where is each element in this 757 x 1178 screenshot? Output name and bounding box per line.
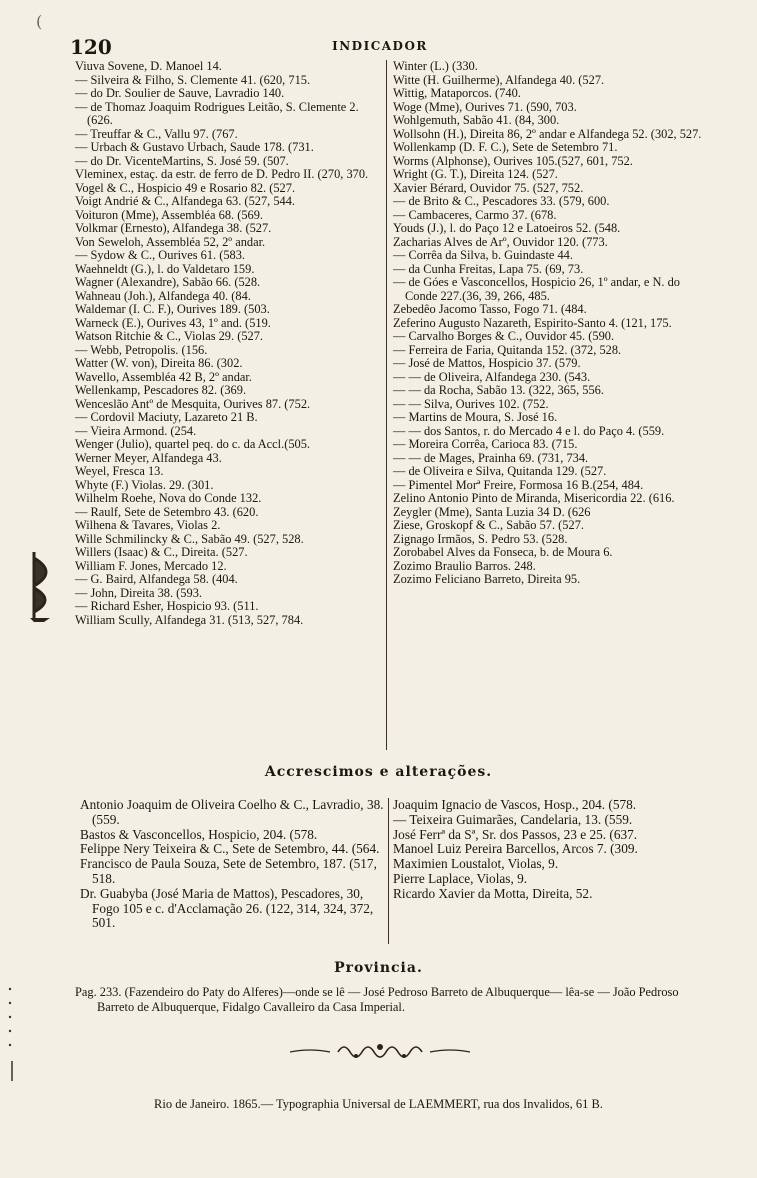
ship-stamp-icon xyxy=(28,548,64,624)
directory-entry: — Vieira Armond. (254. xyxy=(75,423,197,438)
directory-entry: — Silveira & Filho, S. Clemente 41. (620, 715. xyxy=(75,72,311,87)
directory-entry: — José de Mattos, Hospicio 37. (579. xyxy=(393,356,581,370)
directory-entry: Wellenkamp, Pescadores 82. (369. xyxy=(75,383,247,397)
directory-entry: — — Silva, Ourives 102. (752. xyxy=(393,396,549,411)
directory-entry: Viuva Sovene, D. Manoel 14. xyxy=(75,60,222,73)
directory-entry: — John, Direita 38. (593. xyxy=(75,585,202,600)
directory-entry: — do Dr. VicenteMartins, S. José 59. (507. xyxy=(75,153,289,168)
directory-entry: — Urbach & Gustavo Urbach, Saude 178. (731. xyxy=(75,140,314,154)
accrescimo-entry: Antonio Joaquim de Oliveira Coelho & C., Lavradio, 38. (559. xyxy=(80,798,384,827)
directory-entry: — do Dr. Soulier de Sauve, Lavradio 140. xyxy=(75,86,285,100)
accrescimos-right xyxy=(393,798,693,958)
directory-entry: Wright (G. T.), Direita 124. (527. xyxy=(393,167,558,181)
directory-entry: Zeygler (Mme), Santa Luzia 34 D. (626 xyxy=(393,504,591,519)
directory-entry: William F. Jones, Mercado 12. xyxy=(75,558,227,573)
directory-entry: Voigt Andrié & C., Alfandega 63. (527, 544. xyxy=(75,194,296,208)
directory-entry: — de Góes e Vasconcellos, Hospicio 26, 1º andar, e N. do Conde 227.(36, 39, 266, 485. xyxy=(393,275,681,303)
directory-entry: Zacharias Alves de Arº, Ouvidor 120. (773. xyxy=(393,234,608,249)
directory-entry: Woge (Mme), Ourives 71. (590, 703. xyxy=(393,99,577,114)
directory-entry: — — dos Santos, r. do Mercado 4 e l. do Paço 4. (559. xyxy=(393,423,665,438)
accrescimo-entry: Francisco de Paula Souza, Sete de Setembro, 187. (517, 518. xyxy=(80,856,377,886)
directory-entry: — Corrêa da Silva, b. Guindaste 44. xyxy=(393,248,573,262)
directory-entry: William Scully, Alfandega 31. (513, 527, 784. xyxy=(75,612,304,627)
directory-entry: Von Seweloh, Assembléa 52, 2º andar. xyxy=(75,234,266,249)
accrescimo-entry: Pierre Laplace, Violas, 9. xyxy=(393,870,528,886)
accrescimos-columns xyxy=(80,798,690,958)
directory-entry: Worms (Alphonse), Ourives 105.(527, 601, 752. xyxy=(393,153,633,168)
directory-entry: Watter (W. von), Direita 86. (302. xyxy=(75,356,243,370)
directory-entry: Warneck (E.), Ourives 43, 1º and. (519. xyxy=(75,315,271,330)
margin-marks-icon xyxy=(6,985,18,1085)
accrescimo-entry: José Ferrª da Sª, Sr. dos Passos, 23 e 25. (637. xyxy=(393,826,638,842)
directory-entry: Wilhena & Tavares, Violas 2. xyxy=(75,518,221,532)
directory-entry: Witte (H. Guilherme), Alfandega 40. (527. xyxy=(393,72,605,87)
column-divider xyxy=(386,60,387,750)
bracket-mark-icon: ( xyxy=(36,12,43,31)
directory-entry: — Carvalho Borges & C., Ouvidor 45. (590. xyxy=(393,329,615,343)
directory-entry: — Cordovil Maciuty, Lazareto 21 B. xyxy=(75,410,258,424)
accrescimo-entry: Dr. Guabyba (José Maria de Mattos), Pescadores, 30, Fogo 105 e c. d'Acclamação 26. (122, 314, 324, 372, 501. xyxy=(80,885,374,931)
directory-entry: Wagner (Alexandre), Sabão 66. (528. xyxy=(75,275,261,289)
accrescimo-entry: — Teixeira Guimarães, Candelaria, 13. (559. xyxy=(393,811,633,827)
directory-entry: Wohlgemuth, Sabão 41. (84, 300. xyxy=(393,113,560,127)
directory-entry: Wavello, Assembléa 42 B, 2º andar. xyxy=(75,369,252,384)
directory-entry: — Raulf, Sete de Setembro 43. (620. xyxy=(75,504,259,519)
directory-entry: Volkmar (Ernesto), Alfandega 38. (527. xyxy=(75,221,272,235)
directory-entry: Willers (Isaac) & C., Direita. (527. xyxy=(75,545,248,559)
directory-entry: — Treuffar & C., Vallu 97. (767. xyxy=(75,126,238,141)
directory-entry: Voituron (Mme), Assembléa 68. (569. xyxy=(75,207,264,222)
accrescimo-entry: Maximien Loustalot, Violas, 9. xyxy=(393,856,559,872)
accrescimos-left xyxy=(80,798,388,958)
directory-entry: Ziese, Groskopf & C., Sabão 57. (527. xyxy=(393,518,584,532)
directory-entry: Weyel, Fresca 13. xyxy=(75,464,164,478)
directory-entry: Watson Ritchie & C., Violas 29. (527. xyxy=(75,329,264,343)
directory-entry: Zelino Antonio Pinto de Miranda, Misericordia 22. (616. xyxy=(393,491,675,505)
directory-entry: Zorobabel Alves da Fonseca, b. de Moura 6. xyxy=(393,545,613,559)
ornament-icon xyxy=(290,1040,470,1062)
directory-entry: — da Cunha Freitas, Lapa 75. (69, 73. xyxy=(393,261,584,276)
accrescimo-entry: Manoel Luiz Pereira Barcellos, Arcos 7. (309. xyxy=(393,841,638,857)
directory-entry: Wollenkamp (D. F. C.), Sete de Setembro 71. xyxy=(393,140,618,154)
directory-entry: Waldemar (I. C. F.), Ourives 189. (503. xyxy=(75,302,270,316)
directory-entry: Wilhelm Roehe, Nova do Conde 132. xyxy=(75,491,262,505)
directory-entry: — — da Rocha, Sabão 13. (322, 365, 556. xyxy=(393,383,604,397)
directory-entry: — Moreira Corrêa, Carioca 83. (715. xyxy=(393,437,578,451)
provincia-line: Pag. 233. (Fazendeiro do Paty do Alferes)—onde se lê — José Pedroso Barreto de Albuquerque— lêa-se — João Pedroso Barreto de Albuquerque, Fidalgo Cavalleiro da Casa Imperial. xyxy=(75,985,679,1014)
directory-entry: — de Brito & C., Pescadores 33. (579, 600. xyxy=(393,194,610,208)
directory-entry: — de Thomaz Joaquim Rodrigues Leitão, S. Clemente 2. (626. xyxy=(75,99,359,127)
directory-entry: Wittig, Mataporcos. (740. xyxy=(393,86,521,100)
accrescimo-entry: Bastos & Vasconcellos, Hospicio, 204. (578. xyxy=(80,826,318,842)
directory-entry: — — de Oliveira, Alfandega 230. (543. xyxy=(393,369,591,384)
provincia-title: Provincia. xyxy=(334,960,423,976)
directory-entry: Wahneau (Joh.), Alfandega 40. (84. xyxy=(75,288,251,303)
page-title: INDICADOR xyxy=(332,39,428,53)
directory-entry: — G. Baird, Alfandega 58. (404. xyxy=(75,572,238,586)
directory-entry: Youds (J.), l. do Paço 12 e Latoeiros 52. (548. xyxy=(393,221,621,235)
directory-entry: Wollsohn (H.), Direita 86, 2º andar e Alfandega 52. (302, 527. xyxy=(393,126,702,141)
page-number: 120 xyxy=(70,35,112,59)
directory-entry: — — de Mages, Prainha 69. (731, 734. xyxy=(393,450,589,465)
accrescimo-entry: Felippe Nery Teixeira & C., Sete de Setembro, 44. (564. xyxy=(80,841,380,857)
directory-entry: — Martins de Moura, S. José 16. xyxy=(393,410,558,424)
directory-columns xyxy=(75,60,702,750)
accrescimo-entry: Ricardo Xavier da Motta, Direita, 52. xyxy=(393,885,593,901)
column-divider xyxy=(388,798,389,944)
directory-entry: Wenger (Julio), quartel peq. do c. da Accl.(505. xyxy=(75,437,311,451)
directory-entry: Winter (L.) (330. xyxy=(393,60,478,73)
accrescimos-title: Accrescimos e alterações. xyxy=(264,764,493,780)
directory-entry: Whyte (F.) Violas. 29. (301. xyxy=(75,477,214,492)
left-column xyxy=(75,60,387,750)
directory-entry: Wille Schmilincky & C., Sabão 49. (527, 528. xyxy=(75,531,304,546)
directory-entry: — Cambaceres, Carmo 37. (678. xyxy=(393,207,557,222)
page-header xyxy=(70,35,690,61)
page-footer: Rio de Janeiro. 1865.— Typographia Universal de LAEMMERT, rua dos Invalidos, 61 B. xyxy=(154,1097,603,1111)
directory-entry: — Webb, Petropolis. (156. xyxy=(75,342,208,357)
accrescimo-entry: Joaquim Ignacio de Vascos, Hosp., 204. (578. xyxy=(393,798,637,812)
directory-entry: Zeferino Augusto Nazareth, Espirito-Santo 4. (121, 175. xyxy=(393,315,672,330)
directory-entry: Werner Meyer, Alfandega 43. xyxy=(75,450,222,465)
directory-entry: Vleminex, estaç. da estr. de ferro de D. Pedro II. (270, 370. xyxy=(75,167,369,181)
directory-entry: Zozimo Feliciano Barreto, Direita 95. xyxy=(393,572,581,586)
directory-entry: — Pimentel Morª Freire, Formosa 16 B.(254, 484. xyxy=(393,477,644,492)
directory-entry: Wenceslão Antº de Mesquita, Ourives 87. (752. xyxy=(75,396,311,411)
right-column xyxy=(393,60,705,750)
directory-entry: Xavier Bérard, Ouvidor 75. (527, 752. xyxy=(393,180,584,195)
directory-entry: Zignago Irmãos, S. Pedro 53. (528. xyxy=(393,531,568,546)
directory-entry: — Richard Esher, Hospicio 93. (511. xyxy=(75,599,259,613)
directory-entry: Zebedêo Jacomo Tasso, Fogo 71. (484. xyxy=(393,302,587,316)
directory-entry: Zozimo Braulio Barros. 248. xyxy=(393,558,536,573)
provincia-text xyxy=(75,985,695,1015)
directory-entry: Vogel & C., Hospicio 49 e Rosario 82. (527. xyxy=(75,180,296,195)
directory-entry: Waehneldt (G.), l. do Valdetaro 159. xyxy=(75,261,255,276)
directory-entry: — de Oliveira e Silva, Quitanda 129. (527. xyxy=(393,464,607,478)
directory-entry: — Sydow & C., Ourives 61. (583. xyxy=(75,248,246,262)
directory-entry: — Ferreira de Faria, Quitanda 152. (372, 528. xyxy=(393,342,622,357)
